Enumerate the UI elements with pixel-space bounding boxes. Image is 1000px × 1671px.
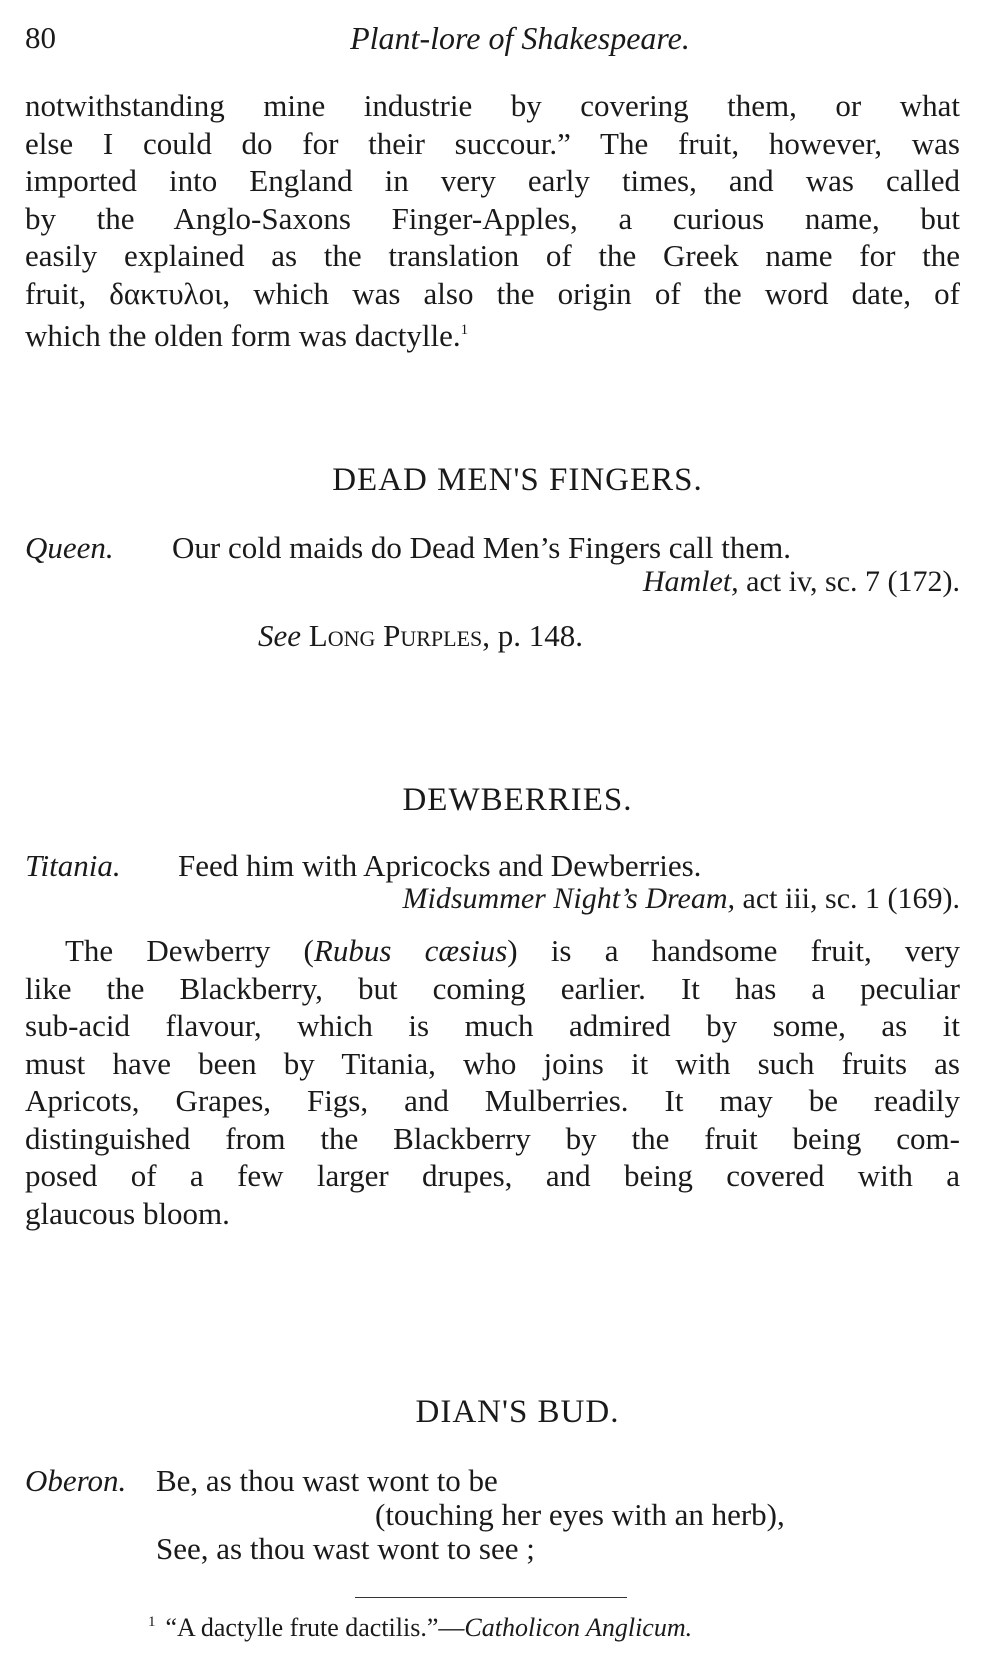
footnote-marker: 1	[148, 1614, 156, 1630]
speaker-name: Queen.	[25, 530, 114, 565]
quote-line: Be, as thou wast wont to be	[156, 1463, 498, 1498]
section-heading-dead-mens-fingers: DEAD MEN'S FINGERS.	[332, 462, 703, 498]
running-title: Plant-lore of Shakespeare.	[350, 20, 690, 56]
text-line: like the Blackberry, but coming earlier. It has a peculiar	[25, 970, 960, 1006]
text-line: distinguished from the Blackberry by the fruit being com-	[25, 1120, 960, 1156]
page-number: 80	[25, 20, 56, 55]
speaker-queen	[25, 530, 114, 566]
footnote-ref: 1	[460, 322, 469, 338]
footnote-rule	[355, 1597, 627, 1598]
text-line: must have been by Titania, who joins it with such fruits as	[25, 1045, 960, 1081]
speaker-oberon	[25, 1463, 126, 1499]
text-line: fruit, δακτυλοι, which was also the origin of the word date, of	[25, 275, 960, 311]
text-line: by the Anglo-Saxons Finger-Apples, a curious name, but	[25, 200, 960, 236]
text-line: Apricots, Grapes, Figs, and Mulberries. It may be readily	[25, 1083, 960, 1118]
latin-name: Rubus cæsius	[313, 933, 508, 968]
footnote-source: Catholicon Anglicum.	[464, 1613, 693, 1642]
see-word: See	[258, 618, 302, 653]
text-line: posed of a few larger drupes, and being covered with a	[25, 1158, 960, 1193]
footnote-text: “A dactylle frute dactilis.”—	[165, 1613, 465, 1642]
quote-line: Feed him with Apricocks and Dewberries.	[178, 848, 702, 883]
see-page: p. 148.	[497, 618, 584, 653]
section-heading-dewberries: DEWBERRIES.	[402, 782, 633, 818]
text-line: notwithstanding mine industrie by covering them, or what	[25, 88, 960, 123]
text-segment: ) is a handsome fruit, very	[507, 933, 960, 968]
text-line: sub-acid flavour, which is much admired by some, as it	[25, 1008, 960, 1043]
citation-work: Hamlet,	[642, 565, 739, 598]
text-line: imported into England in very early times, and was called	[25, 163, 960, 198]
text-segment: The Dewberry (	[65, 933, 314, 968]
see-target: Long Purples,	[308, 618, 491, 653]
citation-ref: act iii, sc. 1 (169).	[742, 882, 960, 915]
cross-reference	[258, 618, 583, 654]
citation	[403, 882, 960, 916]
text-line	[25, 312, 960, 353]
text-line: easily explained as the translation of the Greek name for the	[25, 238, 960, 273]
citation-work: Midsummer Night’s Dream,	[402, 882, 736, 915]
stage-direction: (touching her eyes with an herb),	[375, 1497, 785, 1532]
quote-line: Our cold maids do Dead Men’s Fingers call them.	[172, 530, 792, 565]
intro-paragraph	[25, 87, 960, 353]
footnote	[148, 1613, 692, 1643]
speaker-name: Titania.	[25, 848, 121, 883]
speaker-name: Oberon.	[25, 1463, 127, 1498]
text-line-content: which the olden form was dactylle.	[25, 318, 461, 353]
citation-ref: act iv, sc. 7 (172).	[746, 565, 960, 598]
text-line: glaucous bloom.	[25, 1195, 230, 1231]
section-heading-dians-bud: DIAN'S BUD.	[415, 1394, 620, 1430]
citation	[643, 565, 960, 599]
text-line	[25, 932, 960, 970]
speaker-titania	[25, 848, 121, 884]
text-line: else I could do for their succour.” The fruit, however, was	[25, 125, 960, 161]
quote-line: See, as thou wast wont to see ;	[156, 1531, 535, 1566]
dewberry-paragraph	[25, 932, 960, 1232]
